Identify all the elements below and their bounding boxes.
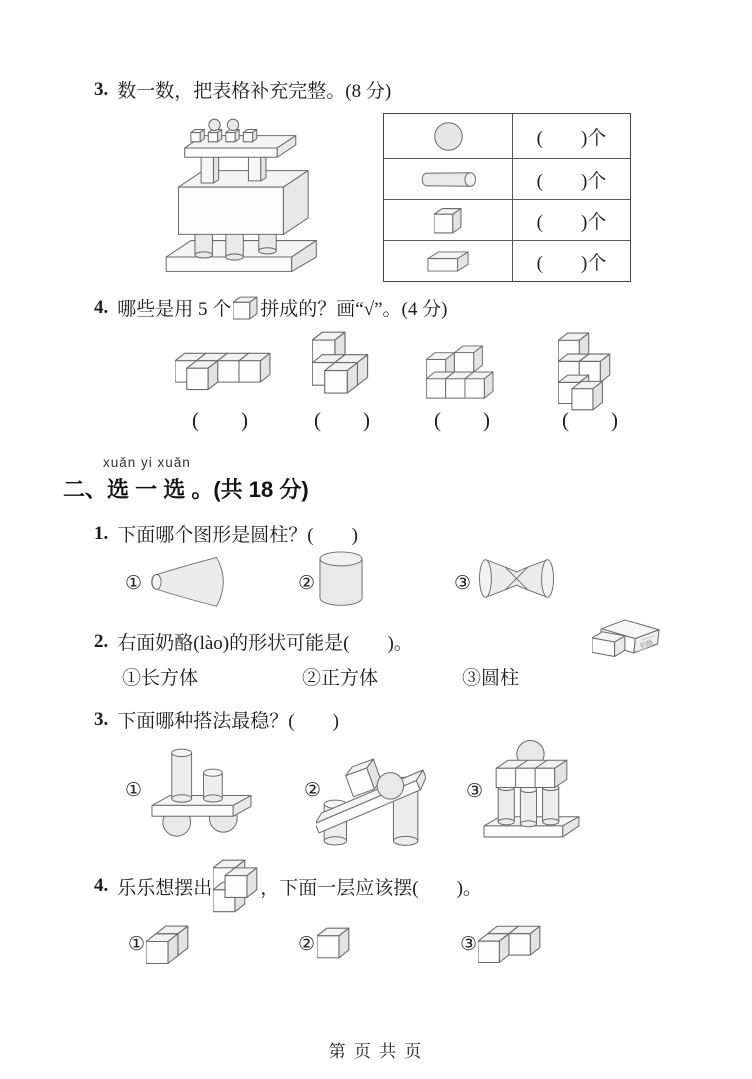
- count-blank: ( )个: [536, 252, 607, 274]
- answer-blank-3: ( ): [434, 408, 490, 432]
- option-1-marker: ①: [128, 933, 146, 955]
- section2-title: 二、选 一 选 。(共 18 分): [63, 477, 309, 502]
- q4-heading: [94, 294, 447, 321]
- cheese-box-figure: [592, 613, 666, 667]
- s2-q4-heading: [94, 855, 482, 917]
- q2-option-1: ①长方体: [122, 668, 199, 689]
- option-1-marker: ①: [125, 572, 143, 594]
- page-footer: 第 页 共 页: [328, 1042, 424, 1061]
- stack-figure-1: [144, 744, 258, 848]
- cube-arrangement-2: [312, 331, 369, 401]
- answer-blank-1: ( ): [192, 408, 248, 432]
- count-table: [383, 113, 631, 282]
- cube-icon: [434, 207, 462, 234]
- block-structure-figure: [160, 115, 340, 290]
- sphere-count-cell: [513, 114, 630, 159]
- top-sphere: [209, 119, 220, 130]
- option-2-marker: ②: [304, 779, 322, 801]
- cuboid-row-cell: [384, 241, 513, 281]
- s2-q2-text: 右面奶酪(lào)的形状可能是( )。: [117, 633, 413, 654]
- q2-option-3: ③圆柱: [462, 668, 520, 689]
- q2-option-2: ②正方体: [302, 668, 379, 689]
- count-blank: ( )个: [536, 170, 607, 192]
- q3-text: 数一数，把表格补充完整。(8 分): [117, 81, 392, 102]
- s2-q3-heading: [94, 706, 339, 733]
- option-2-marker: ②: [298, 933, 316, 955]
- s2-q1-text: 下面哪个图形是圆柱？( ): [117, 525, 358, 546]
- s2-q2-number: 2.: [94, 630, 109, 652]
- s2-q4-text-before: 乐乐想摆出: [117, 877, 213, 899]
- sphere-icon: [433, 121, 464, 152]
- cube-icon: [233, 295, 258, 320]
- layer-option-3: [478, 925, 542, 968]
- cube-count-cell: [513, 200, 630, 241]
- option-3-marker: ③: [454, 572, 472, 594]
- horn-shape-icon: [148, 553, 231, 609]
- s2-q3-number: 3.: [94, 708, 109, 730]
- count-blank: ( )个: [536, 127, 607, 149]
- layer-option-1: [146, 925, 190, 969]
- cube-row-cell: [384, 200, 513, 241]
- q4-text-after: 拼成的？画“√”。(4 分): [260, 299, 448, 320]
- option-3-marker: ③: [466, 780, 484, 802]
- cube-arrangement-4: [558, 332, 611, 414]
- layer-option-2: [317, 927, 351, 960]
- s2-q3-text: 下面哪种搭法最稳？( ): [117, 711, 339, 732]
- cube-arrangement-3: [426, 344, 502, 402]
- stack-figure-2: [316, 741, 426, 847]
- stack-figure-3: [482, 739, 583, 844]
- answer-blank-4: ( ): [562, 408, 618, 432]
- spool-shape-icon: [477, 554, 556, 603]
- target-cube-figure: [213, 859, 259, 914]
- q4-text-before: 哪些是用 5 个: [117, 299, 232, 320]
- cylinder-icon: [418, 171, 478, 188]
- s2-q1-heading: [94, 520, 358, 547]
- cuboid-count-cell: [513, 241, 630, 281]
- option-1-marker: ①: [125, 779, 143, 801]
- cuboid-icon: [426, 249, 470, 274]
- cheese-label: 奶酪: [639, 639, 655, 651]
- s2-q2-heading: [94, 628, 413, 655]
- q3-heading: [94, 76, 391, 103]
- cube-arrangement-1: [175, 351, 271, 394]
- s2-q4-number: 4.: [94, 875, 109, 896]
- section2-pinyin: xuǎn yi xuǎn: [103, 455, 191, 470]
- s2-q1-number: 1.: [94, 522, 109, 544]
- answer-blank-2: ( ): [314, 408, 370, 432]
- option-3-marker: ③: [460, 933, 478, 955]
- s2-q4-text-after: ，下面一层应该摆( )。: [260, 877, 482, 899]
- option-2-marker: ②: [298, 572, 316, 594]
- cylinder-row-cell: [384, 159, 513, 200]
- count-blank: ( )个: [536, 211, 607, 233]
- q3-number: 3.: [94, 78, 109, 100]
- q4-number: 4.: [94, 296, 109, 318]
- top-sphere: [227, 119, 238, 130]
- sphere-row-cell: [384, 114, 513, 159]
- cylinder-shape-icon: [319, 551, 363, 607]
- cylinder-count-cell: [513, 159, 630, 200]
